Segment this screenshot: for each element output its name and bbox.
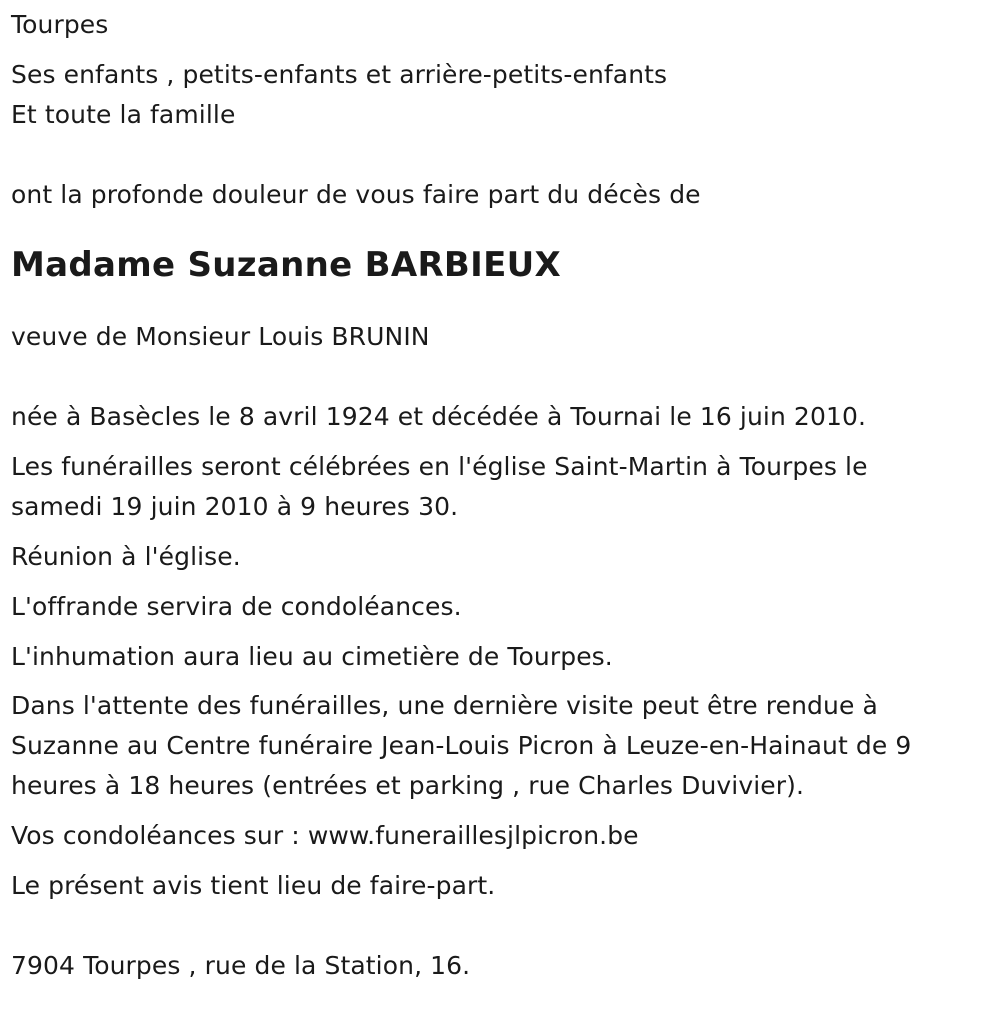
widow-of-text: veuve de Monsieur Louis BRUNIN bbox=[11, 322, 430, 351]
address-text: 7904 Tourpes , rue de la Station, 16. bbox=[11, 951, 471, 980]
spacer bbox=[11, 357, 1000, 397]
place-heading: Tourpes bbox=[11, 10, 109, 39]
condolences-text: Vos condoléances sur : www.funeraillesjlpicron.be bbox=[11, 821, 639, 850]
family-line-1: Ses enfants , petits-enfants et arrière-petits-enfants bbox=[11, 60, 668, 89]
offering-text: L'offrande servira de condoléances. bbox=[11, 592, 462, 621]
deceased-name: Madame Suzanne BARBIEUX bbox=[11, 245, 562, 285]
visit-line-1: Dans l'attente des funérailles, une dernière visite peut être rendue à bbox=[11, 691, 878, 720]
meeting-text: Réunion à l'église. bbox=[11, 542, 241, 571]
burial-text: L'inhumation aura lieu au cimetière de Tourpes. bbox=[11, 642, 613, 671]
family-line-2: Et toute la famille bbox=[11, 100, 236, 129]
funeral-line-1: Les funérailles seront célébrées en l'église Saint-Martin à Tourpes le bbox=[11, 452, 868, 481]
announcement-text: ont la profonde douleur de vous faire part du décès de bbox=[11, 180, 701, 209]
notice-note: Le présent avis tient lieu de faire-part. bbox=[11, 871, 496, 900]
birth-death-text: née à Basècles le 8 avril 1924 et décédée à Tournai le 16 juin 2010. bbox=[11, 402, 867, 431]
spacer bbox=[11, 135, 1000, 175]
funeral-line-2: samedi 19 juin 2010 à 9 heures 30. bbox=[11, 492, 459, 521]
visit-line-3: heures à 18 heures (entrées et parking , rue Charles Duvivier). bbox=[11, 771, 805, 800]
visit-line-2: Suzanne au Centre funéraire Jean-Louis Picron à Leuze-en-Hainaut de 9 bbox=[11, 731, 912, 760]
spacer bbox=[11, 906, 1000, 946]
